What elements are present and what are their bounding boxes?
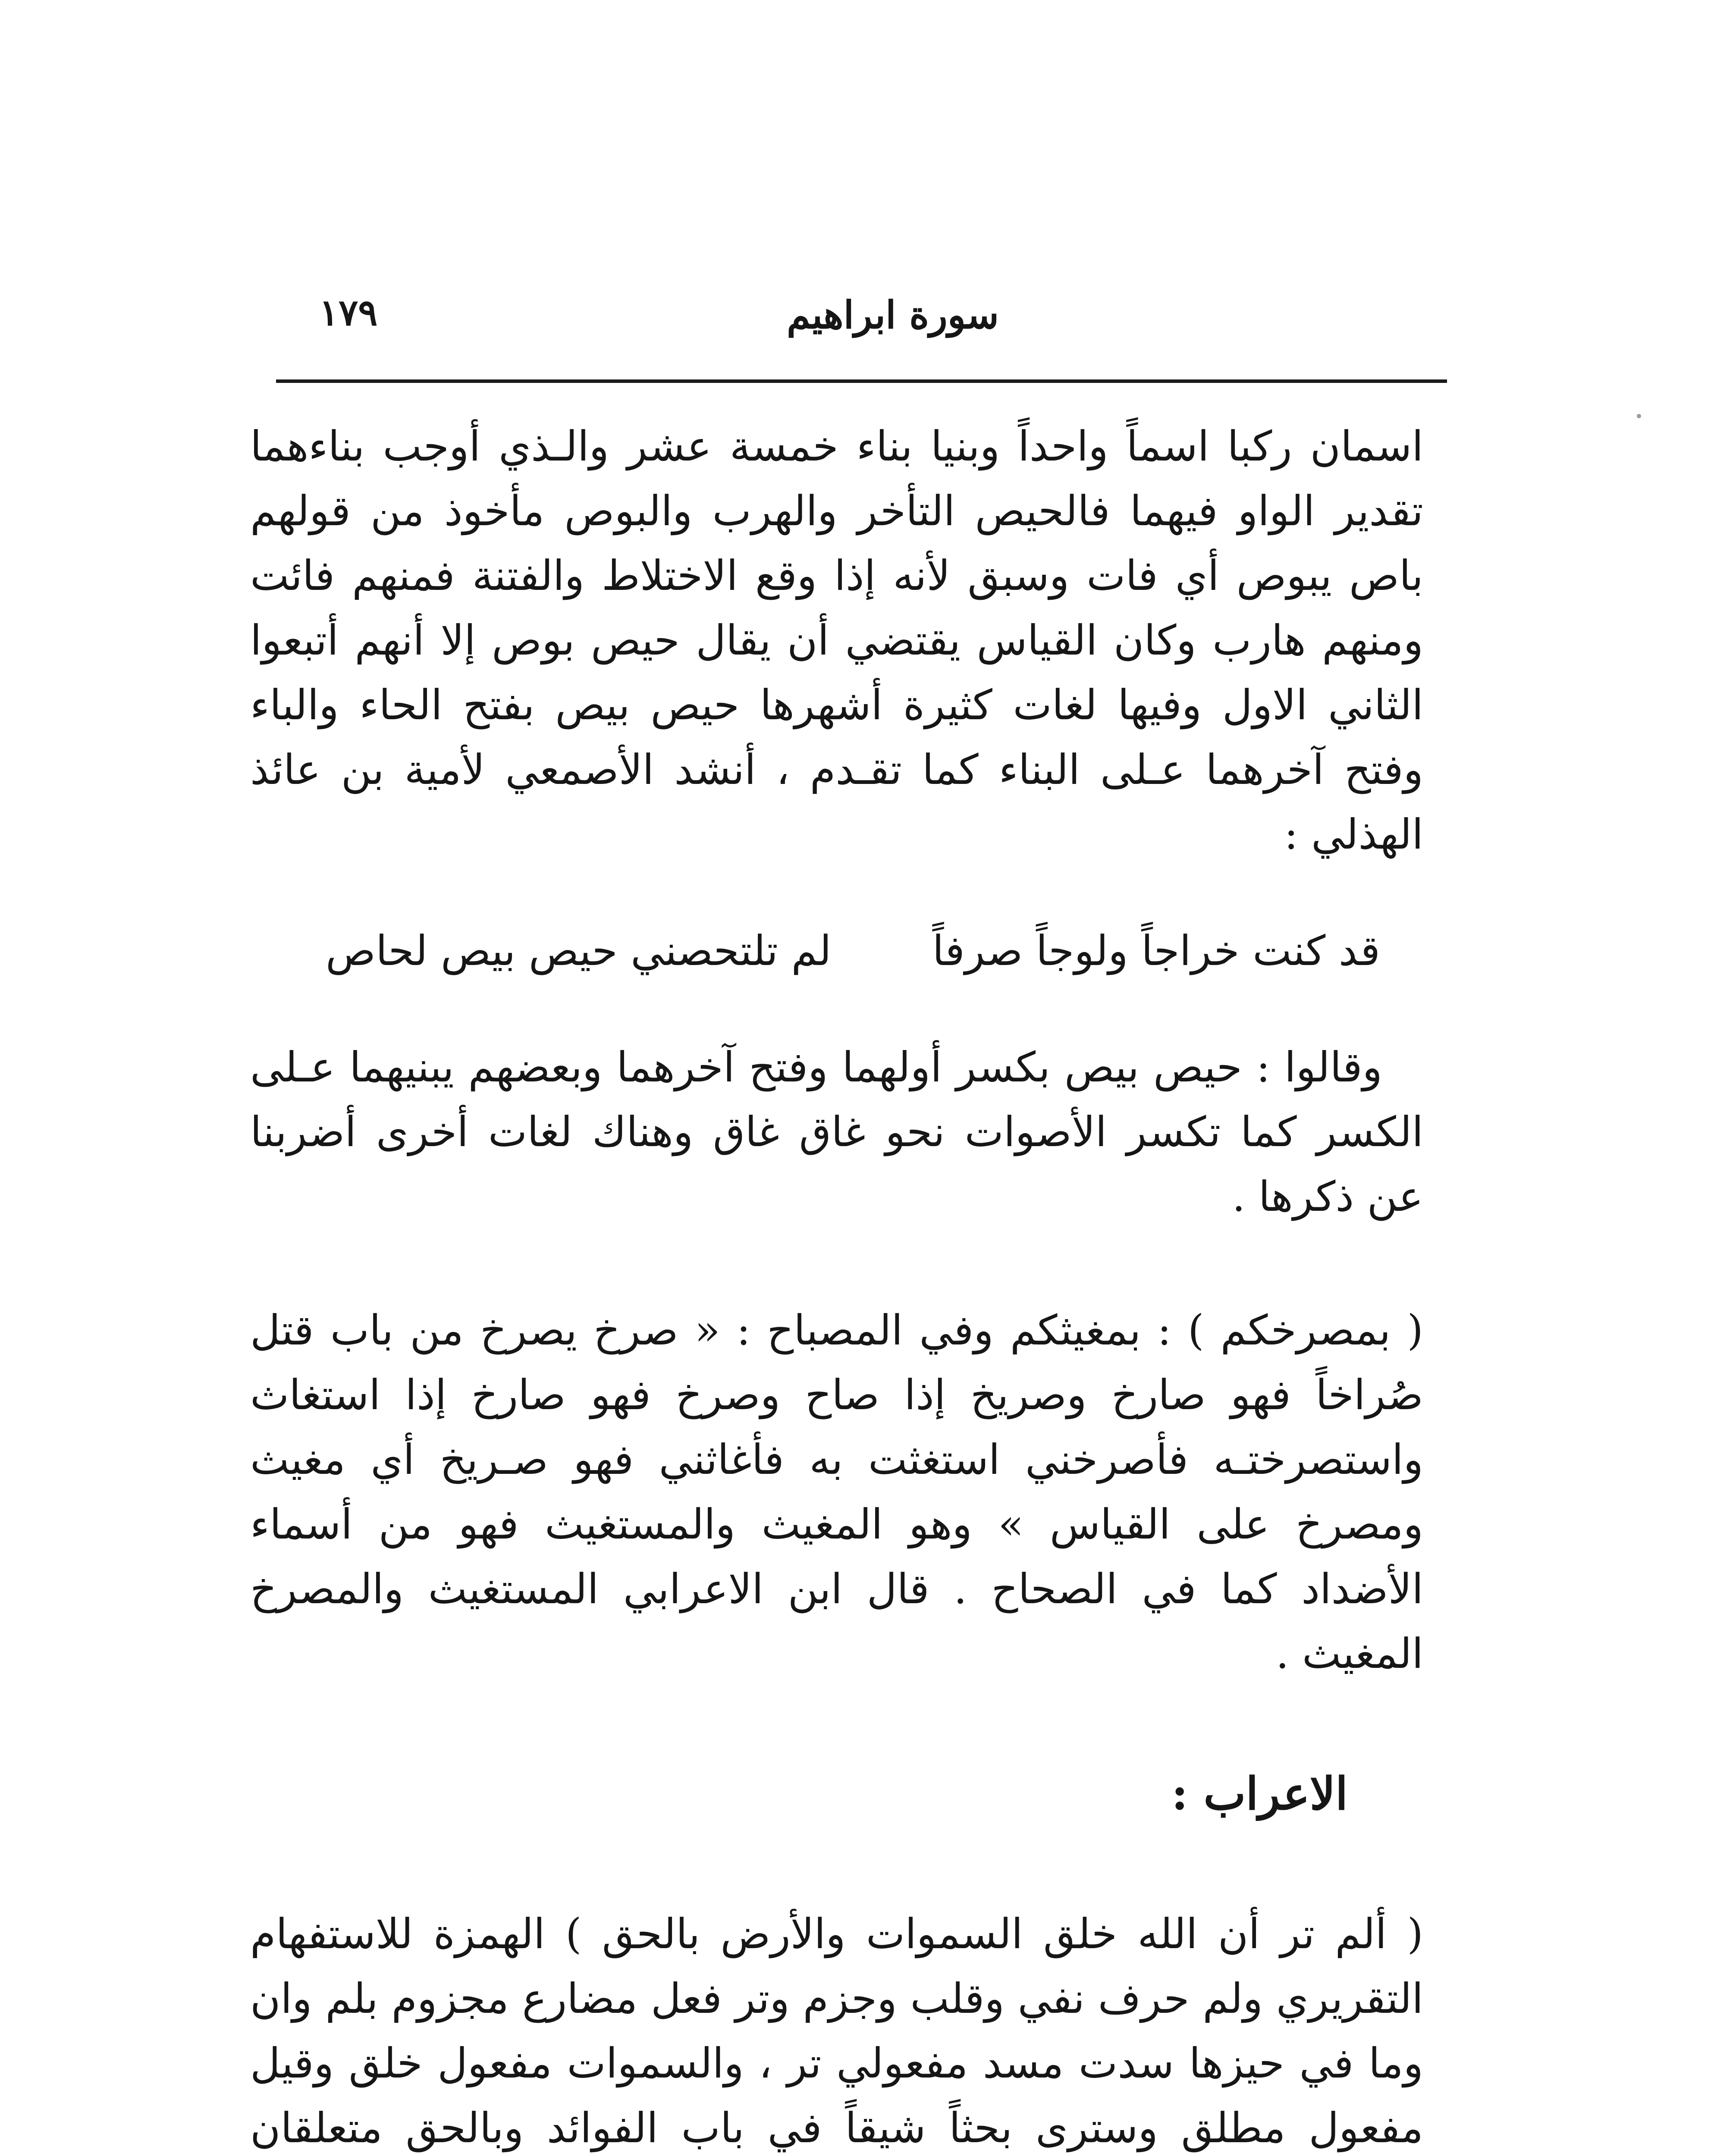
spacer xyxy=(250,867,1423,918)
verse-separator xyxy=(843,918,921,983)
spacer xyxy=(250,1686,1423,1761)
vocabulary-paragraph: ( بمصرخكم ) : بمغيثكم وفي المصباح : « صرخ يصرخ من باب قتل صُراخاً فهو صارخ وصريخ إذا صاح وصرخ فهو صارخ إذا استغاث واستصرختـه فأصرخني استغثت به فأغاثني فهو صـريخ أي مغيث ومصرخ على القياس » وهو المغيث والمستغيث فهو من أسماء الأضداد كما في الصحاح . قال ابن الاعرابي المستغيث والمصرخ المغيث . xyxy=(250,1306,1424,1678)
spacer xyxy=(250,1229,1423,1298)
spacer xyxy=(250,983,1423,1035)
verse-first-hemistich: قد كنت خراجاً ولوجاً صرفاً xyxy=(932,927,1380,975)
running-header xyxy=(276,289,1445,358)
spacer xyxy=(250,1826,1423,1902)
section-heading: الاعراب : xyxy=(1171,1767,1348,1820)
commentary-paragraph: وقالوا : حيص بيص بكسر أولهما وفتح آخرهما وبعضهم يبنيهما عـلى الكسر كما تكسر الأصوات نحو غاق غاق وهناك لغات أخرى أضربنا عن ذكرها . xyxy=(250,1043,1423,1221)
verse-second-hemistich: لم تلتحصني حيص بيص لحاص xyxy=(326,927,832,975)
page-number: ١٧٩ xyxy=(319,291,378,334)
commentary-paragraph: اسمان ركبا اسماً واحداً وبنيا بناء خمسة عشر والـذي أوجب بناءهما تقدير الواو فيهما فالحيص التأخر والهرب والبوص مأخوذ من قولهم باص يبوص أي فات وسبق لأنه إذا وقع الاختلاط والفتنة فمنهم فائت ومنهم هارب وكان القياس يقتضي أن يقال حيص بوص إلا أنهم أتبعوا الثاني الاول وفيها لغات كثيرة أشهرها حيص بيص بفتح الحاء والباء وفتح آخرهما عـلى البناء كما تقـدم ، أنشد الأصمعي لأمية بن عائذ الهذلي : xyxy=(250,422,1424,859)
surah-title: سورة ابراهيم xyxy=(787,292,999,337)
grammar-paragraph: ( ألم تر أن الله خلق السموات والأرض بالحق ) الهمزة للاستفهام التقريري ولم حرف نفي وقلب وجزم وتر فعل مضارع مجزوم بلم وان وما في حيزها سدت مسد مفعولي تر ، والسموات مفعول خلق وقيل مفعول مطلق وسترى بحثاً شيقاً في باب الفوائد وبالحق متعلقان xyxy=(250,1910,1424,2152)
header-divider xyxy=(276,379,1447,383)
page-body xyxy=(250,414,1423,2156)
scan-speck xyxy=(1637,414,1641,418)
poetry-verse xyxy=(250,918,1423,983)
